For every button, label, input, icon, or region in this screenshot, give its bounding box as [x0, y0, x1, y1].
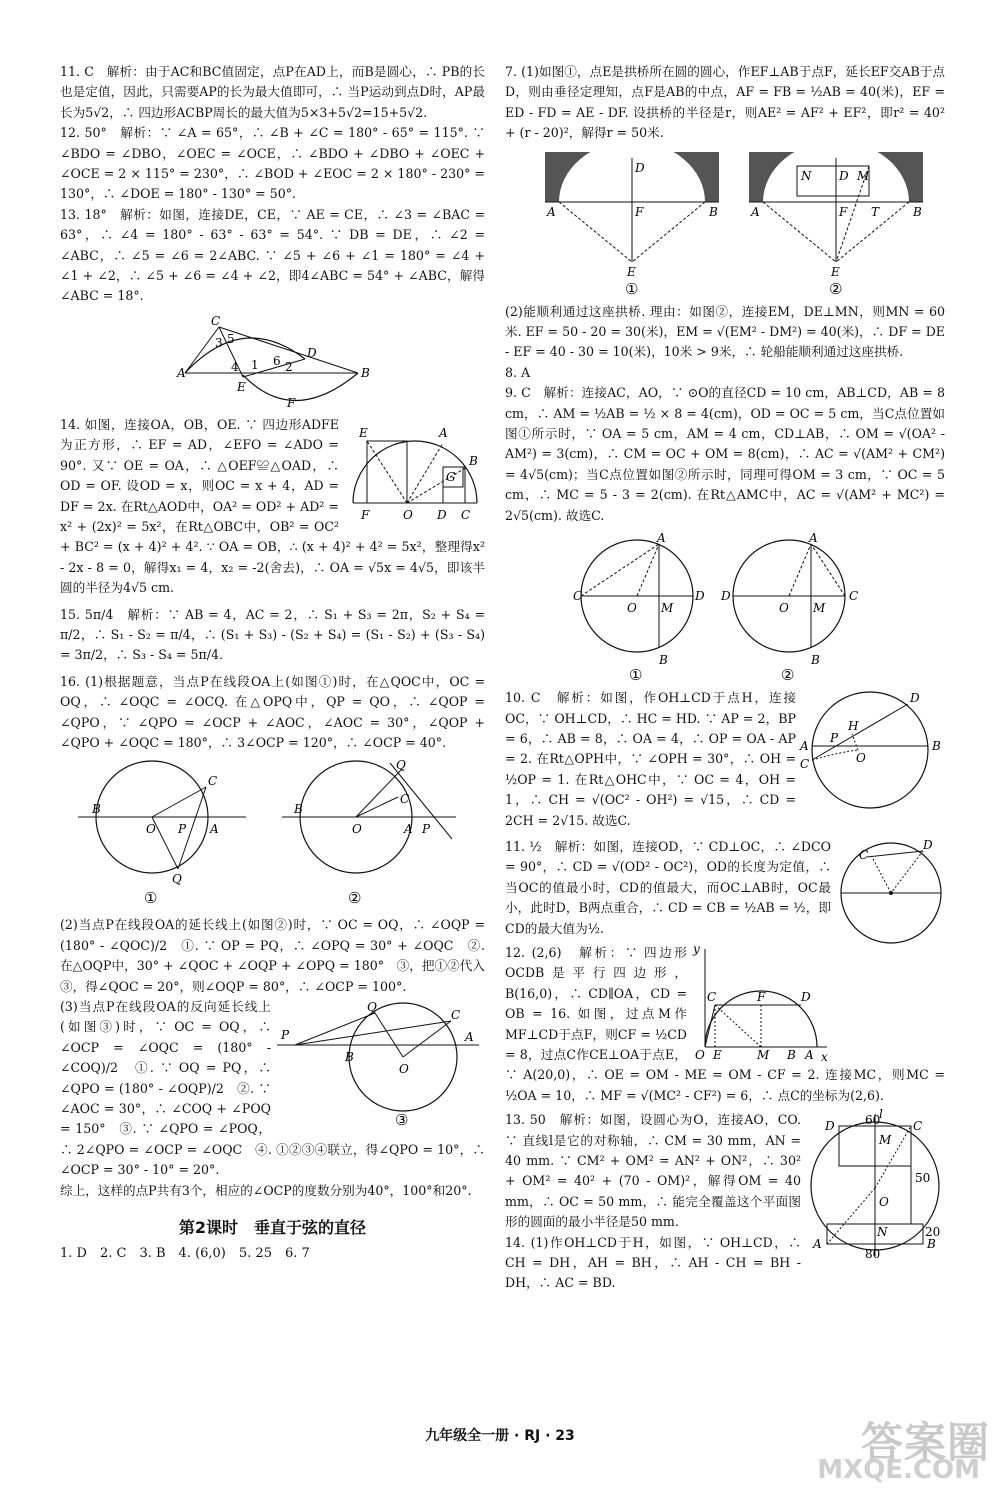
- q12-block: [505, 943, 945, 1106]
- section-title: 第2课时 垂直于弦的直径: [178, 1218, 367, 1238]
- q16-part1: 16. (1)根据题意，当点P在线段OA上(如图①)时，在△QOC中，OC = OQ，∴ ∠OQC = ∠OCQ. 在△OPQ中，QP = QO，∴ ∠QOP = ∠QPO，∵ ∠QPO = ∠OCP + ∠AOC，∠AOC = 30°，∠QOP + ∠QPO + ∠OQC = 180°，∴ 3∠OCP = 120°，∴ ∠OCP = 40°.: [60, 673, 485, 750]
- figure-12: [691, 943, 831, 1063]
- q12: 12. (2,6) 解析：∵ 四边形OCDB是平行四边形，B(16,0)，∴ CD∥OA，CD = OB = 16. 如图，过点M作MF⊥CD于点F，则CF = ½CD = 8，过点C作CE⊥OA于点E，∵ A(20,0)，∴ OE = OM - ME = OM - CF = 2. 连接MC，则MC = ½OA = 10，∴ MF = √(MC² - CF²) = 6，∴ 点C的坐标为(2,6).: [505, 944, 945, 1103]
- fig9-1-label-a: A: [657, 531, 666, 546]
- fig7-1-label-a: A: [547, 204, 556, 219]
- fig13r-label-c: C: [913, 1119, 923, 1134]
- q9: 9. C 解析：连接AC，AO，∵ ⊙O的直径CD = 10 cm，AB⊥CD，AB = 8 cm，∴ AM = ½AB = ½ × 8 = 4(cm)，OD = OC = 5 cm，当C点位置如图①所示时，∵ OA = 5 cm，AM = 4 cm，CD⊥AB，∴ OM = √(OA² - AM²) = 3(cm)，∴ CM = OC + OM = 8(cm)，∴ AC = √(AM² + CM²) = 4√5(cm)；当C点位置如图②所示时，同理可得OM = 3 cm，∵ OC = 5 cm，∴ MC = 5 - 3 = 2(cm). 在Rt△AMC中，AC = √(AM² + MC²) = 2√5(cm). 故选C.: [505, 385, 945, 523]
- fig16-1-caption: ①: [144, 889, 158, 908]
- figure-16-1-2: [60, 759, 485, 909]
- figure-13-right: [805, 1107, 945, 1262]
- fig13r-label-b: B: [927, 1237, 936, 1252]
- figure-11-svg: [835, 837, 945, 947]
- fig13-label-a: A: [176, 365, 186, 380]
- fig10-label-c: C: [800, 757, 810, 772]
- figure-16-3: [275, 999, 485, 1129]
- figure-9-svg: [573, 531, 875, 685]
- fig13-label-c: C: [210, 313, 220, 328]
- fig11-label-d: D: [923, 837, 933, 852]
- fig10-label-d: D: [910, 691, 920, 706]
- fig16-1-label-b: B: [92, 802, 101, 817]
- q11-right: 11. ½ 解析：如图，连接OD，∵ CD⊥OC，∴ ∠DCO = 90°，∴ CD = √(OD² - OC²)，OD的长度为定值，∴ 当OC的值最小时，CD的值最大，而OC⊥AB时，OC最小，此时D，B两点重合，∴ CD = CB = ½AB = ½，即CD的最大值为½.: [505, 838, 831, 936]
- fig13r-label-o: O: [879, 1195, 889, 1210]
- fig16-2-label-b: B: [294, 802, 303, 817]
- fig14-label-g: G: [446, 469, 456, 484]
- fig13r-label-n: N: [877, 1225, 888, 1240]
- fig13-angle-5: 5: [226, 331, 235, 346]
- figure-14-svg: [345, 419, 485, 523]
- left-column: [60, 62, 485, 1264]
- figure-11: [835, 837, 945, 947]
- fig13-label-b: B: [360, 365, 370, 380]
- q14-left: 14. 如图，连接OA，OB，OE. ∵ 四边形ADFE为正方形，∴ EF = AD，∠EFO = ∠ADO = 90°. 又∵ OE = OA，∴ △OEF≌△OAD，∴ OD = OF. 设OD = x，则OC = x + 4，AD = DF = 2x. 在Rt△AOD中，OA² = OD² + AD² = x² + (2x)² = 5x²，在Rt△OBC中，OB² = OC² + BC² = (x + 4)² + 4². ∵ OA = OB，∴ (x + 4)² + 4² = 5x²，整理得x² - 2x - 8 = 0，解得x₁ = 4，x₂ = -2(舍去)，∴ OA = √5x = 4√5，即该半圆的半径为4√5 cm.: [60, 416, 485, 596]
- answer-list: 1. D 2. C 3. B 4. (6,0) 5. 25 6. 7: [60, 1246, 310, 1262]
- fig16-2-label-p: P: [422, 822, 431, 837]
- fig13r-label-l: l: [879, 1107, 883, 1122]
- fig16-1-label-q: Q: [172, 872, 182, 887]
- figure-10: [800, 688, 945, 818]
- right-column: [505, 62, 945, 1294]
- fig12-label-c: C: [707, 989, 717, 1004]
- fig7-2-label-m: M: [857, 168, 870, 183]
- figure-10-svg: [800, 688, 945, 818]
- fig16-1-label-a: A: [210, 822, 219, 837]
- fig16-2-label-q: Q: [396, 758, 406, 773]
- fig7-2-label-t: T: [871, 204, 880, 219]
- watermark-url: MXQE.COM: [817, 1455, 980, 1485]
- q14-block: [60, 415, 485, 599]
- fig9-2-label-d: D: [721, 589, 731, 604]
- fig10-label-b: B: [932, 739, 941, 754]
- fig13r-dim-50: 50: [915, 1171, 931, 1186]
- q16-part3-block: [60, 997, 485, 1181]
- fig16-2-label-a: A: [404, 822, 413, 837]
- fig13-angle-3: 3: [214, 335, 223, 350]
- fig14-label-d: D: [437, 507, 447, 522]
- fig10-label-a: A: [800, 739, 809, 754]
- fig9-2-label-a: A: [809, 531, 818, 546]
- fig16-3-label-p: P: [281, 1028, 290, 1042]
- q10: 10. C 解析：如图，作OH⊥CD于点H，连接OC，∵ OH⊥CD，∴ HC = HD. ∵ AP = 2，BP = 6，∴ AB = 8，∴ OA = 4，∴ OP = OA - AP = 2. 在Rt△OPH中，∵ ∠OPH = 30°，∴ OH = ½OP = 1. 在Rt△OHC中，∵ OC = 4，OH = 1，∴ CH = √(OC² - OH²) = √15，∴ CD = 2CH = 2√15. 故选C.: [505, 690, 796, 828]
- figure-13: [173, 313, 373, 409]
- q7-part2: (2)能顺利通过这座拱桥. 理由：如图②，连接EM，DE⊥MN，则MN = 60米. EF = 50 - 20 = 30(米)，EM = √(EM² - DM²) = 40(米)，∴ DF = DE - EF = 40 - 30 = 10(米)，10米 > 9米，∴ 轮船能顺利通过这座拱桥.: [505, 303, 945, 360]
- q13-right: 13. 50 解析：如图，设圆心为O，连接AO，CO. ∵ 直线l是它的对称轴，∴ CM = 30 mm，AN = 40 mm. ∵ CM² + OM² = AN² + ON²，∴ 30² + OM² = 40² + (70 - OM)²，解得OM = 40 mm，∴ OC = 50 mm，∴ 能完全覆盖这个平面图形的圆面的最小半径是50 mm.: [505, 1112, 801, 1230]
- fig16-3-label-q: Q: [367, 1000, 377, 1014]
- fig13-label-f: F: [286, 395, 295, 410]
- fig16-1-label-o: O: [146, 822, 156, 837]
- q11-right-block: [505, 837, 945, 939]
- fig9-2-label-c: C: [849, 589, 859, 604]
- fig12-label-o: O: [695, 1047, 705, 1062]
- fig13-angle-2: 2: [284, 359, 293, 374]
- fig13-angle-4: 4: [230, 359, 239, 374]
- fig12-label-e: E: [713, 1047, 722, 1062]
- fig7-1-label-d: D: [635, 160, 645, 175]
- fig11-label-c: C: [859, 847, 869, 862]
- q8: 8. A: [505, 364, 531, 380]
- fig7-2-caption: ②: [829, 279, 843, 298]
- q15-left: 15. 5π/4 解析：∵ AB = 4，AC = 2，∴ S₁ + S₃ = 2π，S₂ + S₄ = π/2，∴ S₁ - S₂ = π/4，∴ (S₁ + S₃) - (S₂ + S₄) = (S₁ - S₂) + (S₃ - S₄) = 3π/2，∴ S₃ - S₄ = 5π/4.: [60, 606, 485, 663]
- fig16-2-label-c: C: [400, 792, 410, 807]
- fig14-label-c: C: [461, 507, 471, 522]
- figure-9: [573, 531, 875, 685]
- figure-14: [345, 419, 485, 523]
- fig7-2-label-a: A: [751, 204, 760, 219]
- fig9-1-label-c: C: [573, 589, 583, 604]
- page-footer: 九年级全一册 · RJ · 23: [425, 1428, 575, 1444]
- fig14-label-f: F: [361, 507, 370, 522]
- fig16-3-label-a: A: [465, 1030, 474, 1044]
- fig9-1-label-m: M: [661, 601, 674, 616]
- figure-7-svg: [515, 150, 935, 296]
- fig13r-label-m: M: [879, 1133, 892, 1148]
- figure-16-3-svg: [275, 999, 485, 1129]
- fig13r-label-d: D: [825, 1119, 835, 1134]
- fig12-label-f: F: [757, 989, 766, 1004]
- fig9-2-label-m: M: [813, 601, 826, 616]
- fig12-label-x: x: [821, 1049, 828, 1064]
- fig13r-dim-80: 80: [865, 1247, 881, 1262]
- q16-part2: (2)当点P在线段OA的延长线上(如图②)时，∵ OC = OQ，∴ ∠OQP = (180° - ∠QOC)/2 ①. ∵ OP = PQ，∴ ∠OPQ = 30° + ∠OQC ②. 在△OQP中，30° + ∠QOC + ∠OQP + ∠OPQ = 180° ③，把①②代入③，得∠QOC = 20°，则∠OQP = 80°，∴ ∠OCP = 100°.: [60, 917, 485, 994]
- fig10-label-h: H: [848, 719, 859, 734]
- fig13-angle-6: 6: [272, 353, 281, 368]
- fig14-label-b: B: [469, 453, 478, 468]
- fig9-1-label-b: B: [659, 653, 668, 668]
- fig16-2-caption: ②: [348, 889, 362, 908]
- q16-conclusion: 综上，这样的点P共有3个，相应的∠OCP的度数分别为40°，100°和20°.: [60, 1182, 472, 1198]
- fig13r-dim-20: 20: [925, 1225, 941, 1240]
- q12-left: 12. 50° 解析：∵ ∠A = 65°，∴ ∠B + ∠C = 180° - 65° = 115°. ∵ ∠BDO = ∠DBO，∠OEC = ∠OCE，∴ ∠BDO + ∠DBO + ∠OEC + ∠OCE = 2 × 115° = 230°，∴ ∠BOD + ∠EOC = 2 × 180° - 230° = 130°，∴ ∠DOE = 180° - 130° = 50°.: [60, 125, 485, 202]
- fig16-2-label-o: O: [352, 822, 362, 837]
- fig14-label-a: A: [439, 425, 448, 440]
- fig12-label-m: M: [757, 1047, 770, 1062]
- fig10-label-p: P: [830, 731, 839, 746]
- q10-block: [505, 688, 945, 831]
- fig12-label-a: A: [805, 1047, 814, 1062]
- q13-right-block: [505, 1107, 945, 1262]
- fig16-1-label-c: C: [208, 774, 218, 789]
- fig7-2-label-b: B: [913, 204, 922, 219]
- fig9-1-caption: ①: [629, 666, 643, 685]
- fig13r-label-a: A: [813, 1237, 822, 1252]
- fig9-2-label-o: O: [779, 601, 789, 616]
- fig13-label-e: E: [236, 379, 246, 394]
- figure-13-svg: [173, 313, 373, 409]
- fig14-label-e: E: [359, 425, 368, 440]
- fig13-angle-1: 1: [250, 357, 259, 372]
- fig10-label-o: O: [856, 751, 866, 766]
- fig9-1-label-d: D: [695, 589, 705, 604]
- q13-left: 13. 18° 解析：如图，连接DE，CE，∵ AE = CE，∴ ∠3 = ∠BAC = 63°，∴ ∠4 = 180° - 63° - 63° = 54°. ∵ DB = DE，∴ ∠2 = ∠ABC，∴ ∠5 = ∠6 = 2∠ABC. ∵ ∠5 + ∠6 + ∠1 = 180° = ∠4 + ∠1 + ∠2，∴ ∠5 + ∠6 = ∠4 + ∠2，即4∠ABC = 54° + ∠ABC，解得∠ABC = 18°.: [60, 206, 485, 304]
- figure-7: [515, 150, 935, 296]
- fig16-3-label-b: B: [345, 1050, 354, 1064]
- fig13-label-d: D: [306, 345, 317, 360]
- fig7-2-label-n: N: [801, 168, 812, 183]
- figure-12-svg: [691, 943, 831, 1063]
- q11-left: 11. C 解析：由于AC和BC值固定，点P在AD上，而B是圆心，∴ PB的长也是定值，因此，只需要AP的长为最大值即可，∴ 当P运动到点D时，AP最长为5√2，∴ 四边形ACBP周长的最大值为5×3+5√2=15+5√2.: [60, 64, 485, 120]
- fig16-3-label-c: C: [451, 1008, 461, 1022]
- fig7-2-label-f: F: [839, 204, 848, 219]
- fig7-1-caption: ①: [625, 279, 639, 298]
- fig7-1-label-f: F: [635, 204, 644, 219]
- fig9-2-label-b: B: [811, 653, 820, 668]
- fig16-1-label-p: P: [178, 822, 187, 837]
- fig7-2-label-e: E: [831, 264, 840, 279]
- fig7-2-label-d: D: [839, 168, 849, 183]
- fig14-label-o: O: [403, 507, 413, 522]
- fig16-3-caption: ③: [395, 1111, 409, 1129]
- fig12-label-d: D: [801, 989, 811, 1004]
- fig12-label-b: B: [787, 1047, 796, 1062]
- fig9-2-caption: ②: [781, 666, 795, 685]
- fig13r-dim-60: 60: [865, 1113, 881, 1128]
- watermark-logo: 答案圈: [860, 1418, 990, 1467]
- q14-right: 14. (1)作OH⊥CD于H，如图，∵ OH⊥CD，∴ CH = DH，AH = BH，∴ AH - CH = BH - DH，∴ AC = BD.: [505, 1234, 801, 1291]
- figure-13-right-svg: [805, 1107, 945, 1262]
- q7-part1: 7. (1)如图①，点E是拱桥所在圆的圆心，作EF⊥AB于点F，延长EF交AB于点D，则由垂径定理知，点F是AB的中点，AF = FB = ½AB = 40(米)，EF = ED - FD = AE - DF. 设拱桥的半径是r，则AE² = AF² + EF²，即r² = 40² + (r - 20)²，解得r = 50米.: [505, 64, 945, 141]
- fig16-3-label-o: O: [399, 1062, 409, 1076]
- fig12-label-y: y: [693, 941, 700, 956]
- q16-part3: (3)当点P在线段OA的反向延长线上(如图③)时，∵ OC = OQ，∴ ∠OCP = ∠OQC = (180° - ∠COQ)/2 ①. ∵ OQ = PQ，∴ ∠QPO = (180° - ∠OQP)/2 ②. ∵ ∠AOC = 30°，∴ ∠COQ + ∠POQ = 150° ③. ∵ ∠QPO = ∠POQ，∴ 2∠QPO = ∠OCP = ∠OQC ④. ①②③④联立，得∠QPO = 10°，∴ ∠OCP = 30° - 10° = 20°.: [60, 999, 485, 1178]
- fig7-1-label-b: B: [709, 204, 718, 219]
- fig7-1-label-e: E: [627, 264, 636, 279]
- fig9-1-label-o: O: [627, 601, 637, 616]
- figure-16-svg: [60, 759, 485, 909]
